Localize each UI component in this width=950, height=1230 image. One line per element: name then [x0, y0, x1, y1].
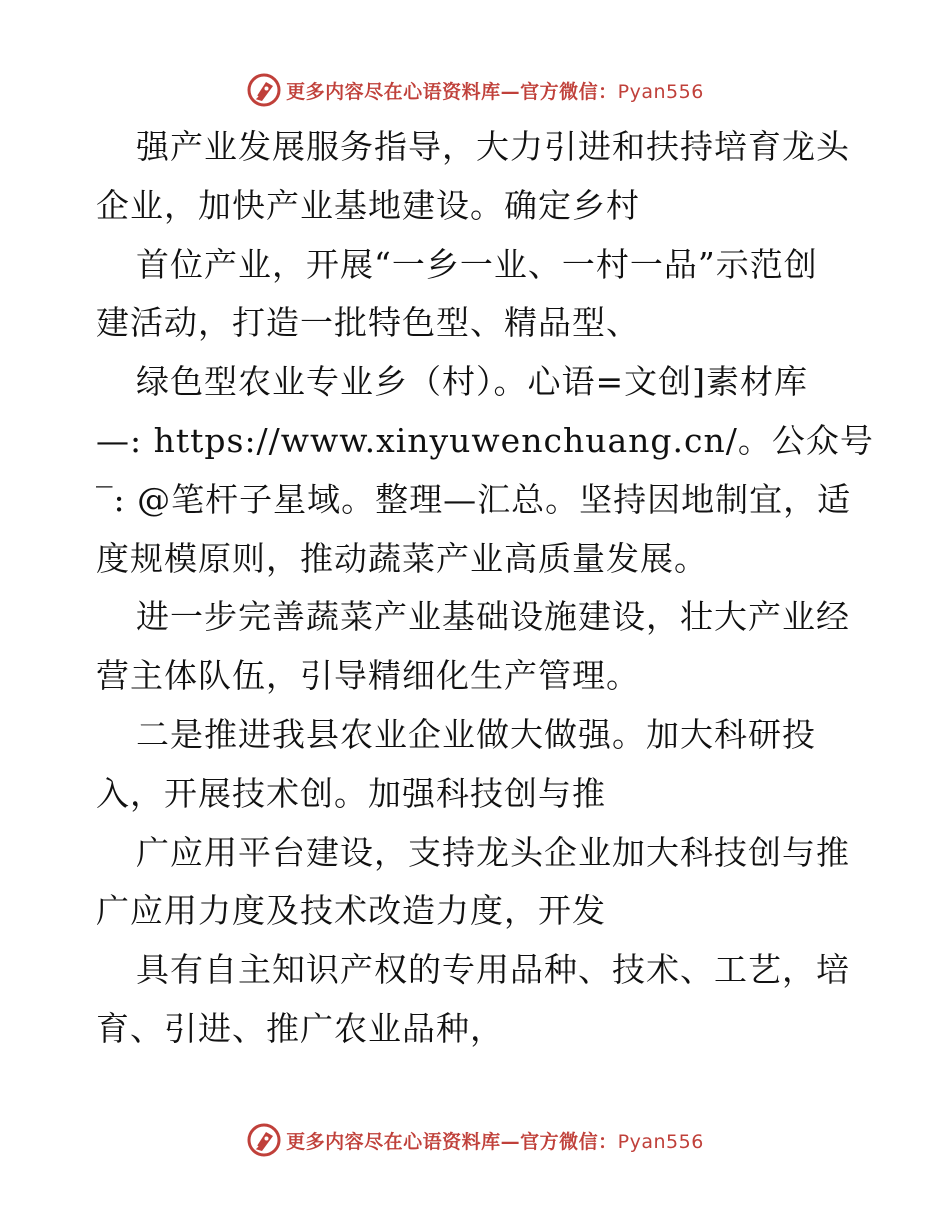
header-banner-text: 更多内容尽在心语资料库—官方微信：Pyan556 — [286, 80, 704, 103]
header-wechat-account: Pyan556 — [617, 80, 704, 103]
text-line-11: 二是推进我县农业企业做大做强。加大科研投 — [136, 714, 816, 754]
footer-wechat-account: Pyan556 — [617, 1130, 704, 1153]
text-line-7: ‾: @笔杆子星域。整理—汇总。坚持因地制宜，适 — [96, 479, 852, 519]
text-line-14: 广应用力度及技术改造力度，开发 — [96, 891, 606, 931]
text-line-6: —: https://www.xinyuwenchuang.cn/。公众号 — [96, 420, 874, 460]
text-line-9: 进一步完善蔬菜产业基础设施建设，壮大产业经 — [136, 597, 850, 637]
text-line-16: 育、引进、推广农业品种， — [96, 1008, 504, 1048]
text-line-12: 入，开展技术创。加强科技创与推 — [96, 773, 606, 813]
text-line-4: 建活动，打造一批特色型、精品型、 — [96, 303, 640, 343]
text-line-8: 度规模原则，推动蔬菜产业高质量发展。 — [96, 538, 708, 578]
pen-nib-logo-icon — [246, 1122, 282, 1158]
text-line-13: 广应用平台建设，支持龙头企业加大科技创与推 — [136, 832, 850, 872]
text-line-1: 强产业发展服务指导，大力引进和扶持培育龙头 — [136, 127, 850, 166]
document-body — [96, 118, 874, 1059]
text-line-3: 首位产业，开展“一乡一业、一村一品”示范创 — [136, 244, 818, 284]
text-line-5: 绿色型农业专业乡（村）。心语=文创]素材库 — [136, 362, 809, 402]
header-banner — [0, 70, 950, 110]
text-line-15: 具有自主知识产权的专用品种、技术、工艺，培 — [136, 950, 850, 990]
text-line-10: 营主体队伍，引导精细化生产管理。 — [96, 656, 640, 696]
text-line-2: 企业，加快产业基地建设。确定乡村 — [96, 185, 640, 225]
pen-nib-logo-icon — [246, 72, 282, 108]
footer-banner-text: 更多内容尽在心语资料库—官方微信：Pyan556 — [286, 1130, 704, 1153]
footer-banner — [0, 1120, 950, 1160]
